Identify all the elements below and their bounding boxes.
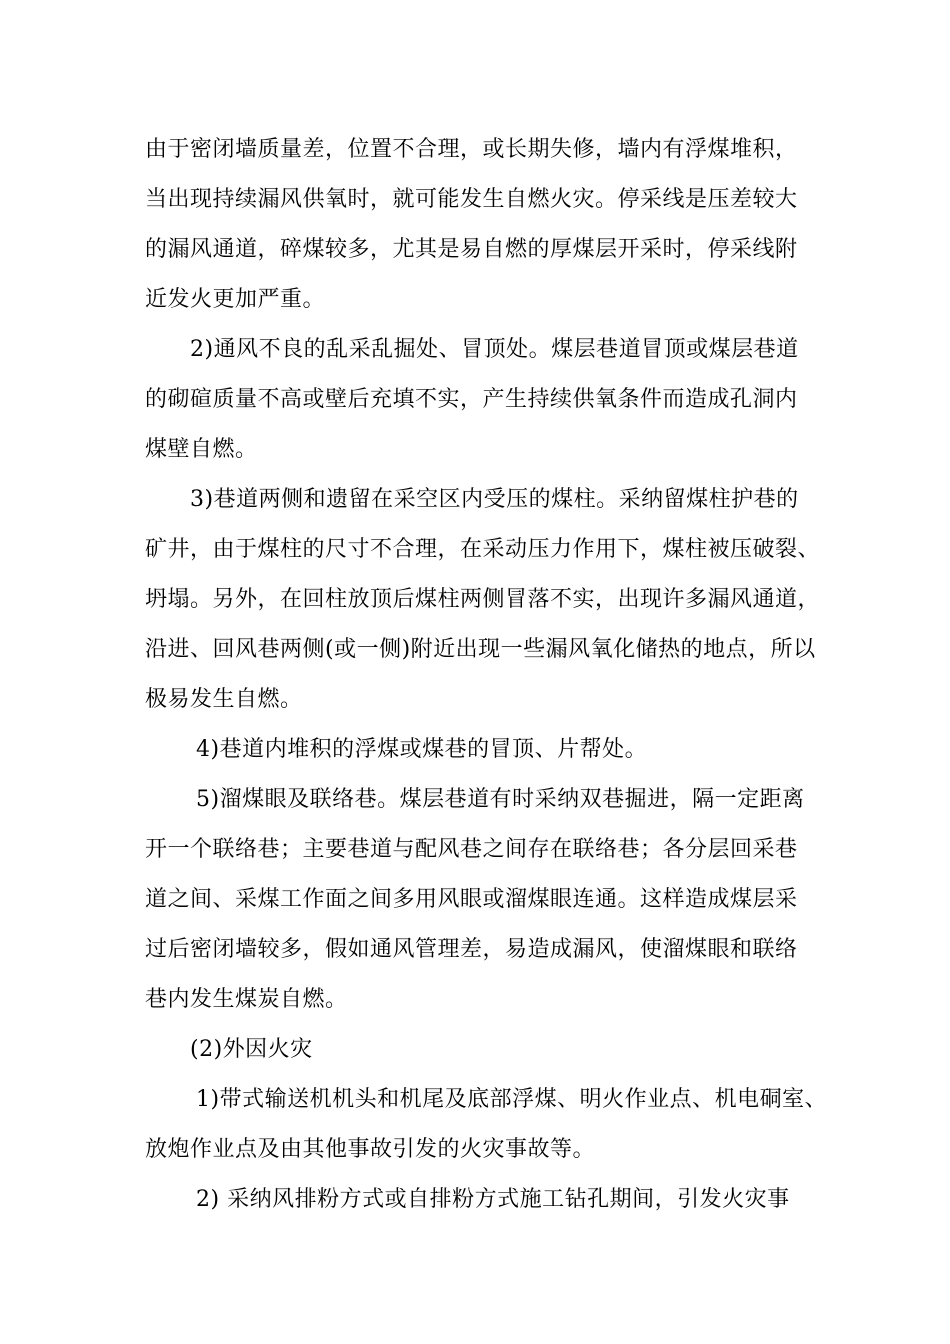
text-line: 开一个联络巷；主要巷道与配风巷之间存在联络巷；各分层回采巷 [145, 837, 798, 862]
text-line: 3)巷道两侧和遗留在采空区内受压的煤柱。采纳留煤柱护巷的 [190, 487, 799, 512]
text-line: 由于密闭墙质量差，位置不合理，或长期失修，墙内有浮煤堆积， [145, 137, 798, 162]
text-line: 放炮作业点及由其他事故引发的火灾事故等。 [145, 1137, 596, 1162]
text-line: 煤壁自燃。 [145, 437, 258, 462]
text-line: 道之间、采煤工作面之间多用风眼或溜煤眼连通。这样造成煤层采 [145, 887, 798, 912]
text-line: 近发火更加严重。 [145, 287, 326, 312]
text-line: 的砌碹质量不高或壁后充填不实，产生持续供氧条件而造成孔洞内 [145, 387, 798, 412]
text-line: 巷内发生煤炭自燃。 [145, 987, 348, 1012]
text-line: 5)溜煤眼及联络巷。煤层巷道有时采纳双巷掘进，隔一定距离 [196, 787, 805, 812]
text-line: 4)巷道内堆积的浮煤或煤巷的冒顶、片帮处。 [196, 737, 648, 762]
text-line: 2)通风不良的乱采乱掘处、冒顶处。煤层巷道冒顶或煤层巷道 [190, 337, 799, 362]
text-line: 2) 采纳风排粉方式或自排粉方式施工钻孔期间，引发火灾事 [196, 1187, 790, 1212]
text-line: 沿进、回风巷两侧(或一侧)附近出现一些漏风氧化储热的地点，所以 [145, 637, 816, 662]
text-line: 当出现持续漏风供氧时，就可能发生自燃火灾。停采线是压差较大 [145, 187, 798, 212]
text-line: 过后密闭墙较多，假如通风管理差，易造成漏风，使溜煤眼和联络 [145, 937, 798, 962]
text-line: 极易发生自燃。 [145, 687, 303, 712]
text-line: 的漏风通道，碎煤较多，尤其是易自燃的厚煤层开采时，停采线附 [145, 237, 798, 262]
section-heading: (2)外因火灾 [190, 1037, 313, 1062]
text-line: 矿井，由于煤柱的尺寸不合理，在采动压力作用下，煤柱被压破裂、 [145, 537, 821, 562]
text-line: 1)带式输送机机头和机尾及底部浮煤、明火作业点、机电硐室、 [196, 1087, 828, 1112]
text-line: 坍塌。另外，在回柱放顶后煤柱两侧冒落不实，出现许多漏风通道， [145, 587, 821, 612]
